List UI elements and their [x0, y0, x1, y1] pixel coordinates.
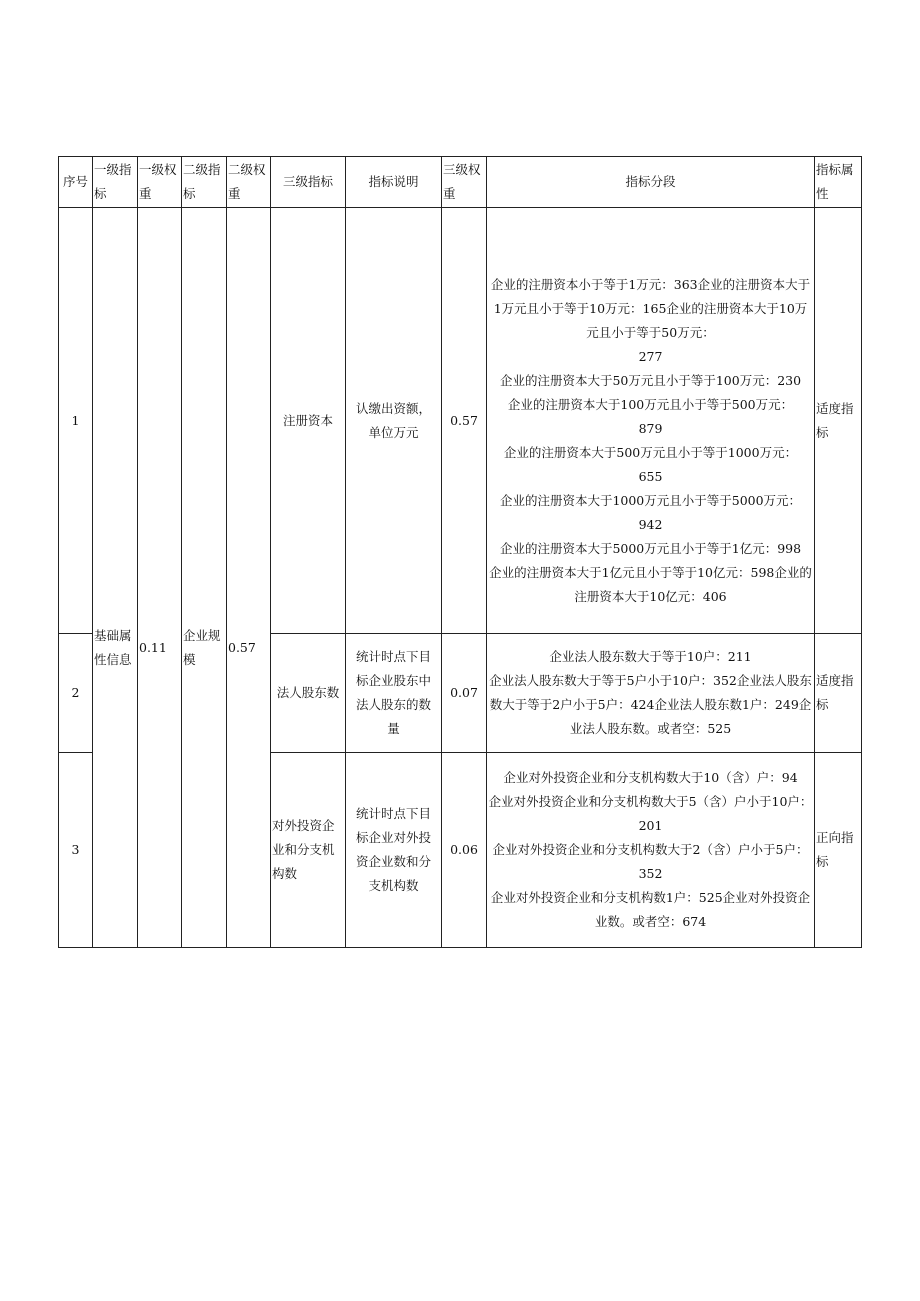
indicator-description: 统计时点下目标企业对外投资企业数和分支机构数 — [346, 753, 442, 948]
segment-line: 655 — [638, 468, 663, 484]
segment-line: 企业对外投资企业和分支机构数大于2（含）户小于5户：352 — [492, 842, 809, 881]
segment-line: 企业法人股东数大于等于10户：211 — [549, 649, 752, 664]
segment-line: 企业的注册资本大于1000万元且小于等于5000万元： — [499, 492, 802, 508]
header-level1-weight: 一级权重 — [138, 157, 182, 208]
segment-line: 企业的注册资本小于等于1万元：363企业的注册资本大于1万元且小于等于10万元：165企业的注册资本大于10万元且小于等于50万元： — [490, 276, 811, 340]
indicator-segments — [487, 634, 815, 753]
header-seq: 序号 — [59, 157, 93, 208]
header-level3-weight: 三级权重 — [442, 157, 487, 208]
header-segments: 指标分段 — [487, 157, 815, 208]
segment-line: 企业对外投资企业和分支机构数大于10（含）户：94 — [503, 770, 798, 785]
level3-weight: 0.57 — [442, 208, 487, 634]
segment-line: 942 — [638, 516, 663, 532]
header-level2-weight: 二级权重 — [227, 157, 271, 208]
segment-line: 企业对外投资企业和分支机构数1户：525企业对外投资企业数。或者空：674 — [490, 890, 811, 929]
table-row — [59, 208, 862, 634]
row-seq: 2 — [59, 634, 93, 753]
header-level2: 二级指标 — [182, 157, 227, 208]
level3-weight: 0.07 — [442, 634, 487, 753]
header-level1: 一级指标 — [93, 157, 138, 208]
level3-weight: 0.06 — [442, 753, 487, 948]
indicator-attribute: 正向指标 — [815, 753, 862, 948]
header-row — [59, 157, 862, 208]
level1-indicator: 基础属性信息 — [93, 208, 138, 948]
segment-line: 879 — [638, 420, 663, 436]
segment-line: 企业法人股东数大于等于5户小于10户：352企业法人股东数大于等于2户小于5户：424企业法人股东数1户：249企业法人股东数。或者空：525 — [489, 673, 812, 736]
segment-line: 企业的注册资本大于50万元且小于等于100万元：230 — [499, 372, 802, 388]
indicator-description: 统计时点下目标企业股东中法人股东的数量 — [346, 634, 442, 753]
indicator-segments — [487, 753, 815, 948]
indicator-attribute: 适度指标 — [815, 208, 862, 634]
segment-line: 企业的注册资本大于100万元且小于等于500万元： — [507, 396, 794, 412]
level3-indicator: 对外投资企业和分支机构数 — [271, 753, 346, 948]
segment-line: 企业的注册资本大于1亿元且小于等于10亿元：598企业的注册资本大于10亿元：406 — [489, 564, 812, 604]
header-desc: 指标说明 — [346, 157, 442, 208]
level3-indicator: 法人股东数 — [271, 634, 346, 753]
segment-line: 企业的注册资本大于5000万元且小于等于1亿元：998 — [499, 540, 802, 556]
indicator-description: 认缴出资额，单位万元 — [346, 208, 442, 634]
level1-weight: 0.11 — [138, 208, 182, 948]
row-seq: 1 — [59, 208, 93, 634]
segment-line: 企业的注册资本大于500万元且小于等于1000万元： — [503, 444, 798, 460]
header-level3: 三级指标 — [271, 157, 346, 208]
indicator-attribute: 适度指标 — [815, 634, 862, 753]
segment-line: 277 — [638, 348, 663, 364]
level2-indicator: 企业规模 — [182, 208, 227, 948]
segment-line: 企业对外投资企业和分支机构数大于5（含）户小于10户：201 — [488, 794, 813, 833]
indicator-segments — [487, 208, 815, 634]
level3-indicator: 注册资本 — [271, 208, 346, 634]
header-attr: 指标属性 — [815, 157, 862, 208]
row-seq: 3 — [59, 753, 93, 948]
indicator-table — [58, 156, 862, 948]
level2-weight: 0.57 — [227, 208, 271, 948]
